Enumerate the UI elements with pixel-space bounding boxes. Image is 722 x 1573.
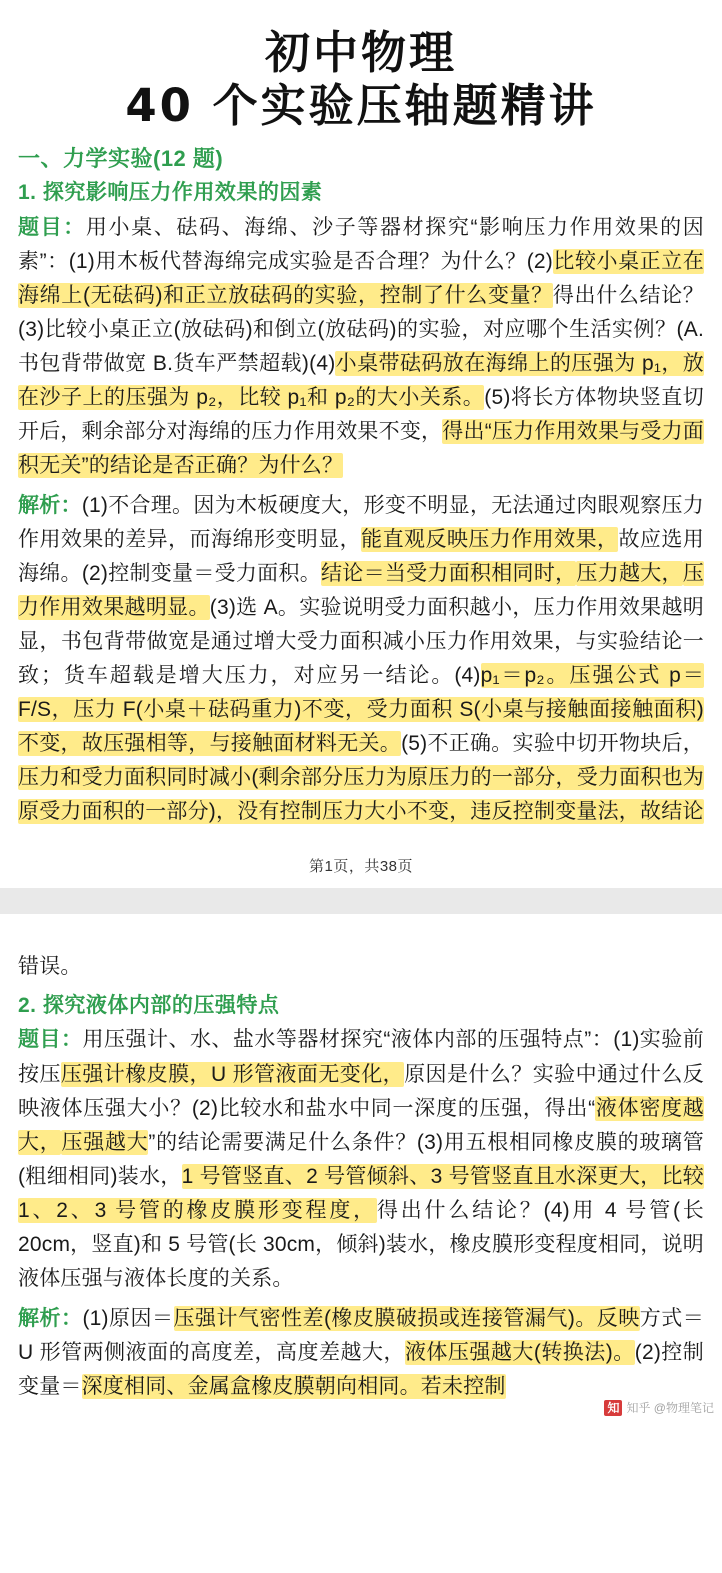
analysis-paragraph-2 — [18, 1302, 704, 1404]
watermark — [604, 1400, 714, 1416]
analysis-body: (1)不合理。因为木板硬度大，形变不明显，无法通过肉眼观察压力作用效果的差异，而海绵形变明显，能直观反映压力作用效果，故应选用海绵。(2)控制变量＝受力面积。结论＝当受力面积相同时，压力越大，压力作用效果越明显。(3)选 A。实验说明受力面积越小，压力作用效果越明显，书包背带做宽是通过增大受力面积减小压力作用效果，与实验结论一致；货车超载是增大压力，对应另一结论。(4)p₁＝p₂。压强公式 p＝F/S，压力 F(小桌＋砝码重力)不变，受力面积 S(小桌与接触面接触面积)不变，故压强相等，与接触面材料无关。(5)不正确。实验中切开物块后，压力和受力面积同时减小(剩余部分压力为原压力的一部分，受力面积也为原受力面积的一部分)，没有控制压力大小不变，违反控制变量法，故结论 — [18, 493, 705, 823]
title-line-1: 初中物理 — [264, 26, 457, 79]
watermark-text: 知乎 @物理笔记 — [626, 1400, 714, 1415]
analysis-paragraph-1 — [18, 489, 704, 829]
continuation-text: 错误。 — [18, 954, 82, 978]
question-body-2: 用压强计、水、盐水等器材探究“液体内部的压强特点”：(1)实验前按压压强计橡皮膜，U 形管液面无变化，原因是什么？实验中通过什么反映液体压强大小？(2)比较水和盐水中同一深度的压强，得出“液体密度越大，压强越大”的结论需要满足什么条件？(3)用五根相同橡皮膜的玻璃管(粗细相同)装水，1 号管竖直、2 号管倾斜、3 号管竖直且水深更大，比较1、2、3 号管的橡皮膜形变程度，得出什么结论？(4)用 4 号管(长 20cm，竖直)和 5 号管(长 30cm，倾斜)装水，橡皮膜形变程度相同，说明液体压强与液体长度的关系。 — [18, 1028, 705, 1290]
analysis-label: 解析： — [18, 493, 82, 517]
title-line-2: 40 个实验压轴题精讲 — [125, 79, 597, 133]
watermark-badge-icon: 知 — [604, 1400, 622, 1416]
question-label-2: 题目： — [18, 1028, 83, 1052]
question-body: 用小桌、砝码、海绵、沙子等器材探究“影响压力作用效果的因素”：(1)用木板代替海绵完成实验是否合理？为什么？(2)比较小桌正立在海绵上(无砝码)和正立放砝码的实验，控制了什么变量？得出什么结论？(3)比较小桌正立(放砝码)和倒立(放砝码)的实验，对应哪个生活实例？(A.书包背带做宽 B.货车严禁超载)(4)小桌带砝码放在海绵上的压强为 p₁，放在沙子上的压强为 p₂，比较 p₁和 p₂的大小关系。(5)将长方体物块竖直切开后，剩余部分对海绵的压力作用效果不变，得出“压力作用效果与受力面积无关”的结论是否正确？为什么？ — [18, 215, 705, 477]
analysis-body-2: (1)原因＝压强计气密性差(橡皮膜破损或连接管漏气)。反映方式＝U 形管两侧液面的高度差，高度差越大，液体压强越大(转换法)。(2)控制变量＝深度相同、金属盒橡皮膜朝向相同。若未控制 — [18, 1306, 704, 1398]
question-paragraph-2 — [18, 1023, 704, 1295]
page-separator — [0, 888, 722, 914]
item-heading-1: 1. 探究影响压力作用效果的因素 — [18, 181, 323, 205]
document-page-2 — [0, 914, 722, 1420]
page-footer: 第1页，共38页 — [308, 857, 414, 875]
section-heading: 一、力学实验(12 题) — [18, 146, 224, 172]
question-label: 题目： — [18, 215, 86, 239]
item-heading-2: 2. 探究液体内部的压强特点 — [18, 993, 280, 1017]
question-paragraph-1 — [18, 211, 704, 483]
analysis-label-2: 解析： — [18, 1306, 83, 1330]
document-title — [18, 26, 704, 132]
